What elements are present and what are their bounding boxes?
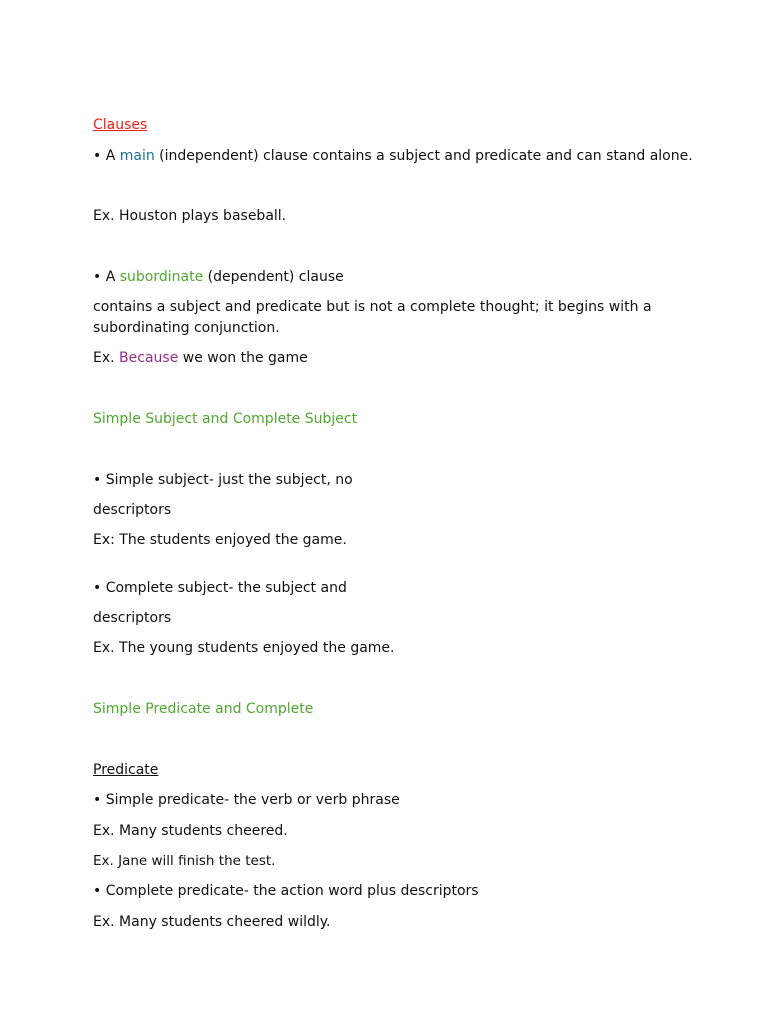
subordinate-example-prefix: Ex. [93, 350, 120, 366]
clauses-heading: Clauses [93, 117, 148, 133]
simple-subject-example: Ex: The students enjoyed the game. [93, 532, 347, 548]
subordinate-description-line1: contains a subject and predicate but is not a complete thought; it begins with a [93, 299, 652, 315]
subordinate-description-line2: subordinating conjunction. [93, 320, 280, 336]
subordinate-example [93, 348, 308, 368]
simple-predicate-bullet: • Simple predicate- the verb or verb phrase [93, 792, 400, 808]
complete-subject-continuation: descriptors [93, 610, 172, 626]
subordinate-clause-rest: (dependent) clause [203, 269, 344, 285]
main-clause-rest: (independent) clause contains a subject and predicate and can stand alone. [154, 148, 693, 164]
complete-subject-bullet: • Complete subject- the subject and [93, 580, 347, 596]
simple-predicate-example-2: Ex. Jane will finish the test. [93, 853, 276, 869]
because-keyword: Because [119, 350, 179, 366]
complete-predicate-example: Ex. Many students cheered wildly. [93, 914, 331, 930]
subject-heading: Simple Subject and Complete Subject [93, 411, 358, 427]
predicate-heading: Simple Predicate and Complete [93, 701, 314, 717]
subordinate-clause-prefix: • A [93, 269, 120, 285]
subordinate-clause-bullet [93, 267, 344, 287]
main-keyword: main [119, 148, 155, 164]
main-clause-prefix: • A [93, 148, 120, 164]
complete-predicate-bullet: • Complete predicate- the action word plus descriptors [93, 883, 479, 899]
main-clause-bullet [93, 146, 693, 166]
subordinate-keyword: subordinate [119, 269, 204, 285]
subordinate-example-rest: we won the game [178, 350, 308, 366]
complete-subject-example: Ex. The young students enjoyed the game. [93, 640, 395, 656]
simple-subject-continuation: descriptors [93, 502, 172, 518]
simple-predicate-example-1: Ex. Many students cheered. [93, 823, 288, 839]
main-clause-example: Ex. Houston plays baseball. [93, 208, 287, 224]
predicate-subheading: Predicate [93, 762, 159, 778]
simple-subject-bullet: • Simple subject- just the subject, no [93, 472, 353, 488]
